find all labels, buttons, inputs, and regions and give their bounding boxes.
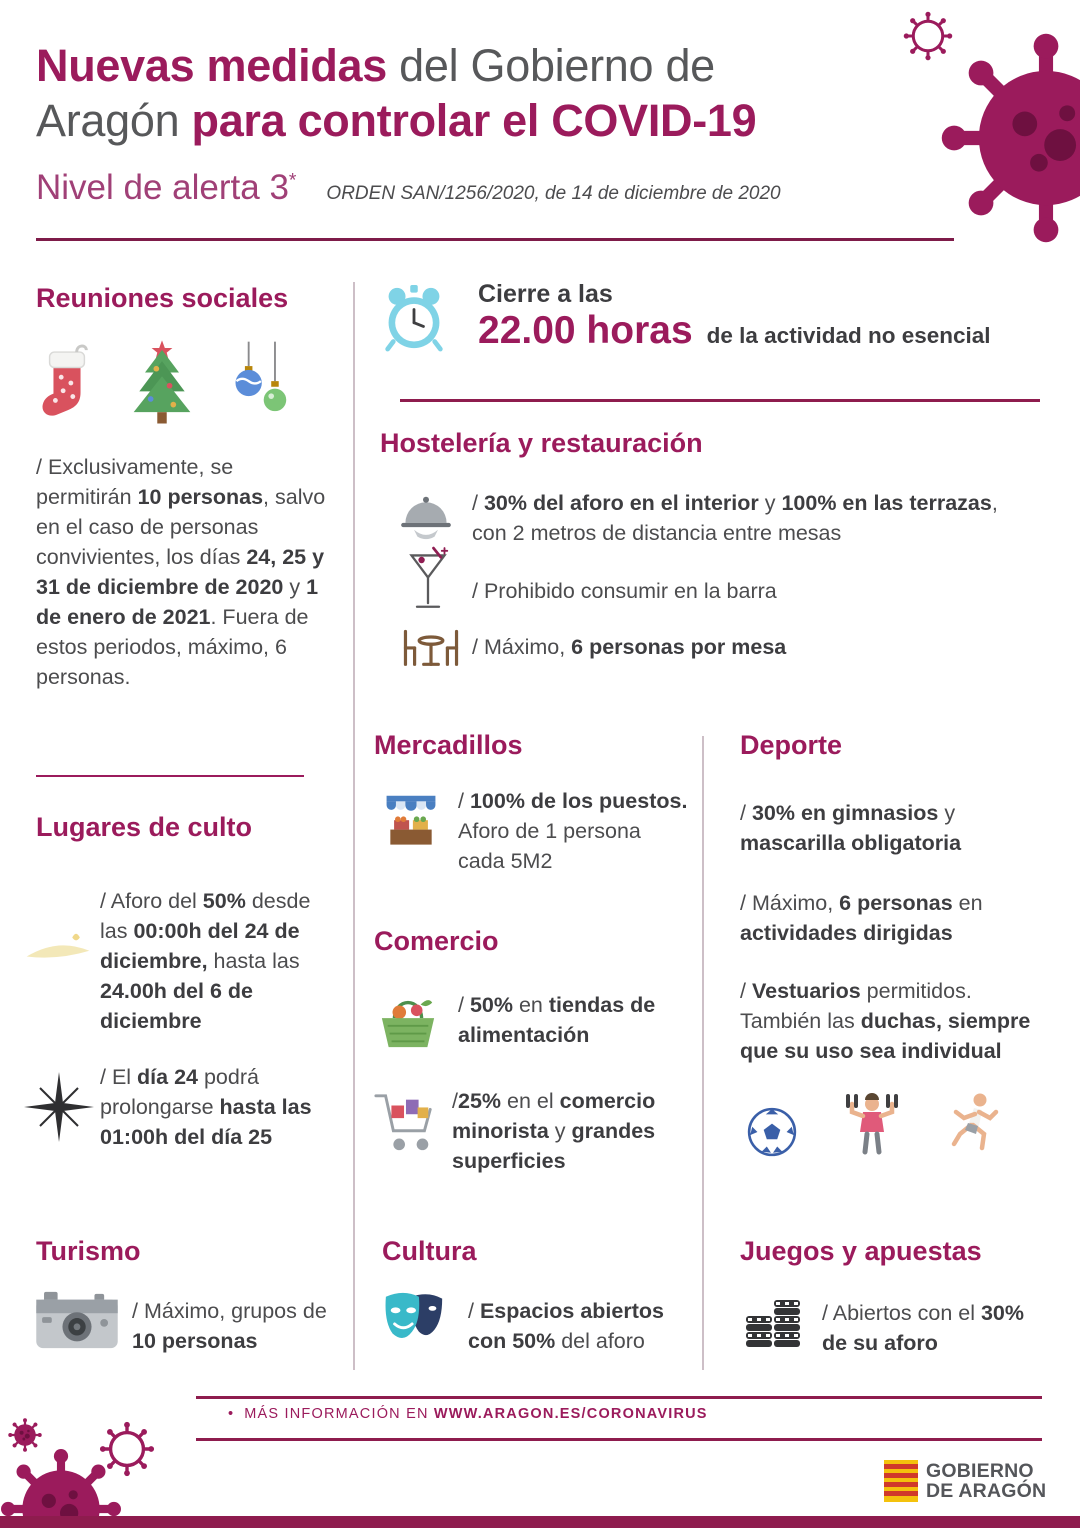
hosteleria-item-1: / 30% del aforo en el interior y 100% en las terrazas, con 2 metros de distancia entre mesas	[472, 491, 998, 545]
section-heading-turismo: Turismo	[36, 1236, 141, 1266]
comercio-item-2: /25% en el comercio minorista y grandes superficies	[452, 1089, 656, 1173]
title-line-2: Aragón para controlar el COVID-19	[36, 95, 757, 146]
virus-icon	[8, 1418, 42, 1452]
cierre-block	[478, 280, 1044, 353]
section-heading-deporte: Deporte	[740, 730, 843, 760]
title-line-1: Nuevas medidas del Gobierno de	[36, 40, 715, 91]
christmas-tree-icon	[128, 336, 196, 426]
alarm-clock-icon	[382, 282, 446, 354]
baubles-icon	[228, 340, 290, 426]
deporte-item-3: / Vestuarios permitidos. También las duchas, siempre que su uso sea individual	[740, 979, 1031, 1063]
holiday-icons	[38, 336, 290, 426]
footer-divider-bottom	[196, 1438, 1042, 1441]
cultura-text: / Espacios abiertos con 50% del aforo	[468, 1299, 664, 1353]
hosteleria-item-3: / Máximo, 6 personas por mesa	[472, 635, 787, 659]
section-heading-comercio: Comercio	[374, 926, 499, 956]
market-stall-icon	[382, 792, 440, 854]
star-icon	[24, 1072, 94, 1142]
poker-chips-icon	[744, 1290, 802, 1352]
serving-cloche-icon	[398, 492, 454, 540]
section-heading-juegos: Juegos y apuestas	[740, 1236, 982, 1266]
footer-info	[228, 1406, 708, 1422]
theater-masks-icon	[382, 1290, 448, 1352]
cierre-time: 22.00 horas	[478, 309, 693, 352]
vertical-divider-1	[353, 282, 355, 1370]
deporte-item-2: / Máximo, 6 personas en actividades dirigidas	[740, 891, 983, 945]
section-heading-cultura: Cultura	[382, 1236, 477, 1266]
cierre-tail: de la actividad no esencial	[706, 323, 991, 348]
left-divider	[36, 775, 304, 777]
turismo-text: / Máximo, grupos de 10 personas	[132, 1299, 327, 1353]
camera-icon	[34, 1288, 120, 1352]
shopping-cart-icon	[372, 1082, 438, 1162]
alert-row	[36, 168, 781, 208]
mercadillos-text: / 100% de los puestos. Aforo de 1 persona cada 5M2	[458, 789, 688, 873]
section-heading-hosteleria: Hostelería y restauración	[380, 428, 703, 458]
government-logo	[926, 1461, 1046, 1501]
bottom-bar	[0, 1516, 1080, 1528]
footer-info-text: MÁS INFORMACIÓN EN WWW.ARAGON.ES/CORONAVIRUS	[244, 1406, 708, 1422]
cierre-lead: Cierre a las	[478, 280, 613, 308]
comercio-item-1: / 50% en tiendas de alimentación	[458, 993, 656, 1047]
culto-item-2: / El día 24 podrá prolongarse hasta las 01:00h del día 25	[100, 1065, 312, 1149]
section-heading-culto: Lugares de culto	[36, 812, 253, 842]
soccer-ball-icon	[746, 1106, 798, 1158]
section-heading-mercadillos: Mercadillos	[374, 730, 523, 760]
runner-icon	[946, 1092, 1000, 1158]
page-title	[36, 38, 886, 148]
culto-item-1: / Aforo del 50% desde las 00:00h del 24 de diciembre, hasta las 24.00h del 6 de diciembre	[100, 889, 311, 1033]
header-divider	[36, 238, 954, 241]
logo-line-1: GOBIERNO	[926, 1460, 1034, 1482]
footer-bullet: •	[228, 1406, 235, 1422]
order-reference: ORDEN SAN/1256/2020, de 14 de diciembre de 2020	[326, 183, 781, 204]
aragon-flag-icon	[884, 1460, 918, 1502]
weightlifter-icon	[842, 1092, 902, 1158]
table-chairs-icon	[400, 626, 462, 668]
virus-icon	[940, 32, 1080, 244]
grocery-basket-icon	[378, 988, 438, 1052]
cierre-divider	[400, 399, 1040, 402]
juegos-text: / Abiertos con el 30% de su aforo	[822, 1301, 1024, 1355]
hosteleria-item-2: / Prohibido consumir en la barra	[472, 579, 777, 603]
deporte-item-1: / 30% en gimnasios y mascarilla obligatoria	[740, 801, 962, 855]
cocktail-icon	[406, 546, 450, 618]
vertical-divider-2	[702, 736, 704, 1370]
footer-divider-top	[196, 1396, 1042, 1399]
logo-line-2: DE ARAGÓN	[926, 1480, 1047, 1502]
alert-level: Nivel de alerta 3*	[36, 168, 297, 207]
stocking-icon	[38, 340, 96, 426]
section-heading-reuniones: Reuniones sociales	[36, 283, 289, 313]
sports-icons	[746, 1092, 1000, 1158]
candle-icon	[24, 928, 92, 966]
reuniones-text: / Exclusivamente, se permitirán 10 personas, salvo en el caso de personas convivientes, los días 24, 25 y 31 de diciembre de 2020 y 1 de enero de 2021. Fuera de estos periodos, máximo, 6 personas.	[36, 455, 326, 689]
